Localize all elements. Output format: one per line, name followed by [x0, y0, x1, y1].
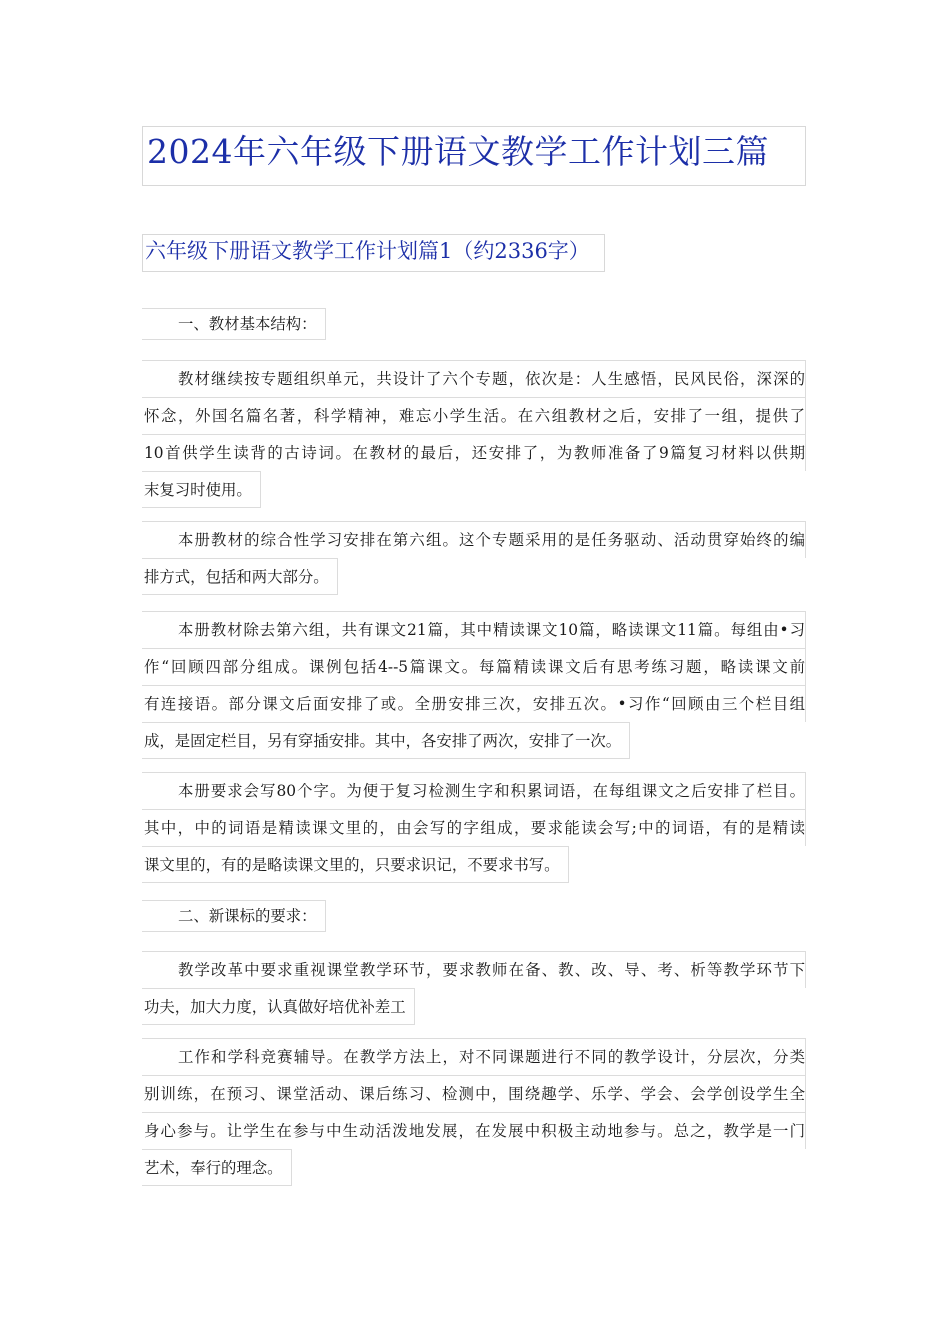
paragraph-2	[142, 521, 806, 596]
paragraph-4	[142, 772, 806, 884]
paragraph-line: 艺术，奉行的理念。	[142, 1149, 292, 1186]
paragraph-line: 怀念，外国名篇名著，科学精神，难忘小学生活。在六组教材之后，安排了一组，提供了	[142, 397, 806, 434]
paragraph-line: 本册教材的综合性学习安排在第六组。这个专题采用的是任务驱动、活动贯穿始终的编	[142, 521, 806, 558]
paragraph-5	[142, 951, 806, 1026]
paragraph-line: 末复习时使用。	[142, 471, 261, 508]
paragraph-line: 作“回顾四部分组成。课例包括4--5篇课文。每篇精读课文后有思考练习题，略读课文前	[142, 648, 806, 685]
heading-curriculum-requirements	[142, 898, 806, 935]
heading-textbook-structure	[142, 306, 806, 343]
paragraph-1	[142, 360, 806, 509]
paragraph-line: 10首供学生读背的古诗词。在教材的最后，还安排了，为教师准备了9篇复习材料以供期	[142, 434, 806, 471]
paragraph-line: 身心参与。让学生在参与中生动活泼地发展，在发展中积极主动地参与。总之，教学是一门	[142, 1112, 806, 1149]
paragraph-line: 工作和学科竞赛辅导。在教学方法上，对不同课题进行不同的教学设计，分层次，分类	[142, 1038, 806, 1075]
section-title: 六年级下册语文教学工作计划篇1（约2336字）	[142, 234, 605, 272]
page-title: 2024年六年级下册语文教学工作计划三篇	[142, 126, 806, 186]
paragraph-line: 别训练，在预习、课堂活动、课后练习、检测中，围绕趣学、乐学、学会、会学创设学生全	[142, 1075, 806, 1112]
paragraph-line: 本册要求会写80个字。为便于复习检测生字和积累词语，在每组课文之后安排了栏目。	[142, 772, 806, 809]
heading-text: 二、新课标的要求：	[142, 900, 326, 932]
paragraph-6	[142, 1038, 806, 1187]
paragraph-line: 功夫，加大力度，认真做好培优补差工	[142, 988, 415, 1025]
paragraph-line: 教学改革中要求重视课堂教学环节，要求教师在备、教、改、导、考、析等教学环节下	[142, 951, 806, 988]
paragraph-line: 本册教材除去第六组，共有课文21篇，其中精读课文10篇，略读课文11篇。每组由•习	[142, 611, 806, 648]
paragraph-3	[142, 611, 806, 760]
heading-text: 一、教材基本结构：	[142, 308, 326, 340]
paragraph-line: 成，是固定栏目，另有穿插安排。其中，各安排了两次，安排了一次。	[142, 722, 630, 759]
paragraph-line: 课文里的，有的是略读课文里的，只要求识记，不要求书写。	[142, 846, 569, 883]
paragraph-line: 排方式，包括和两大部分。	[142, 558, 338, 595]
paragraph-line: 教材继续按专题组织单元，共设计了六个专题，依次是：人生感悟，民风民俗，深深的	[142, 360, 806, 397]
paragraph-line: 有连接语。部分课文后面安排了或。全册安排三次，安排五次。•习作“回顾由三个栏目组	[142, 685, 806, 722]
paragraph-line: 其中，中的词语是精读课文里的，由会写的字组成，要求能读会写;中的词语，有的是精读	[142, 809, 806, 846]
